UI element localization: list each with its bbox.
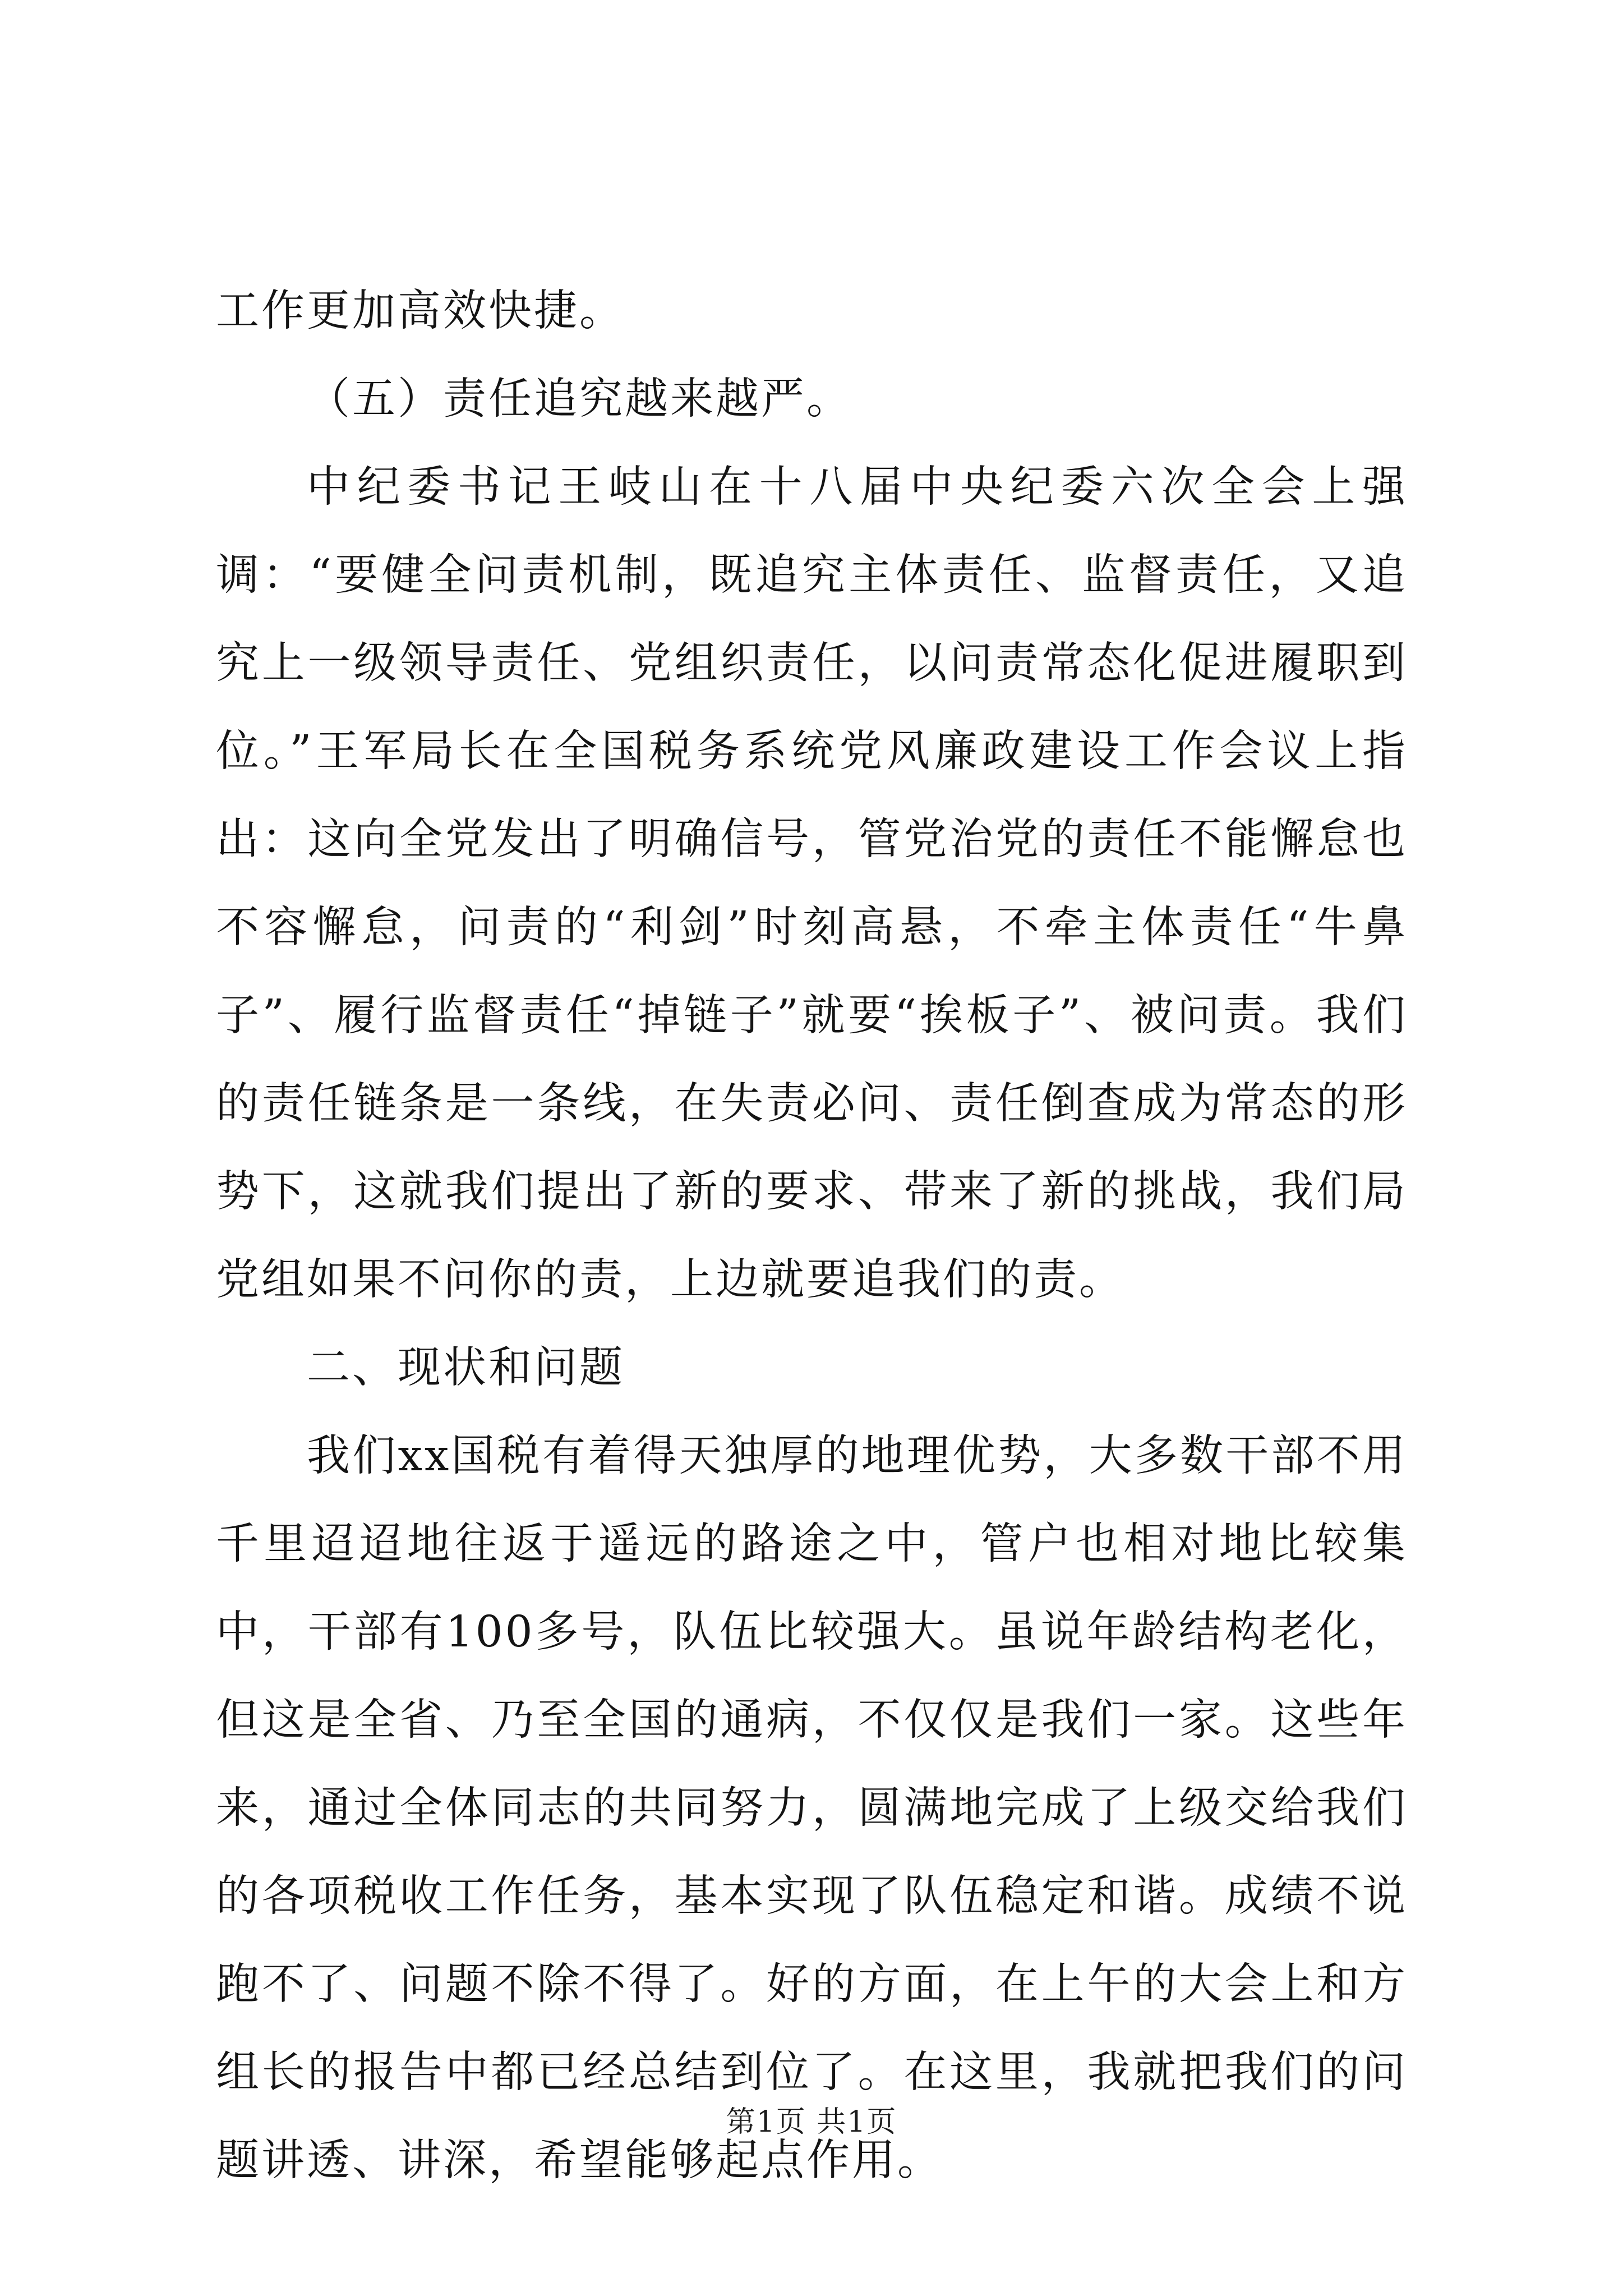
paragraph-accountability: 中纪委书记王岐山在十八届中央纪委六次全会上强调：“要健全问责机制，既追究主体责任、监督责任，又追究上一级领导责任、党组织责任，以问责常态化促进履职到位。”王军局长在全国税务系统党风廉政建设工作会议上指出：这向全党发出了明确信号，管党治党的责任不能懈怠也不容懈怠，问责的“利剑”时刻高悬，不牵主体责任“牛鼻子”、履行监督责任“掉链子”就要“挨板子”、被问责。我们的责任链条是一条线，在失责必问、责任倒查成为常态的形势下，这就我们提出了新的要求、带来了新的挑战，我们局党组如果不问你的责，上边就要追我们的责。: [216, 462, 1408, 1305]
page-number-footer: 第1页 共1页: [726, 2105, 897, 2139]
paragraph-status: 我们xx国税有着得天独厚的地理优势，大多数干部不用千里迢迢地往返于遥远的路途之中，管户也相对地比较集中，干部有100多号，队伍比较强大。虽说年龄结构老化，但这是全省、乃至全国的通病，不仅仅是我们一家。这些年来，通过全体同志的共同努力，圆满地完成了上级交给我们的各项税收工作任务，基本实现了队伍稳定和谐。成绩不说跑不了、问题不除不得了。好的方面，在上午的大会上和方组长的报告中都已经总结到位了。在这里，我就把我们的问题讲透、讲深，希望能够起点作用。: [216, 1431, 1408, 2185]
section-heading-five: （五）责任追究越来越严。: [307, 374, 852, 424]
section-heading-two: 二、现状和问题: [307, 1343, 625, 1393]
paragraph-continuation: 工作更加高效快捷。: [216, 286, 625, 336]
document-body: [216, 267, 1408, 2205]
